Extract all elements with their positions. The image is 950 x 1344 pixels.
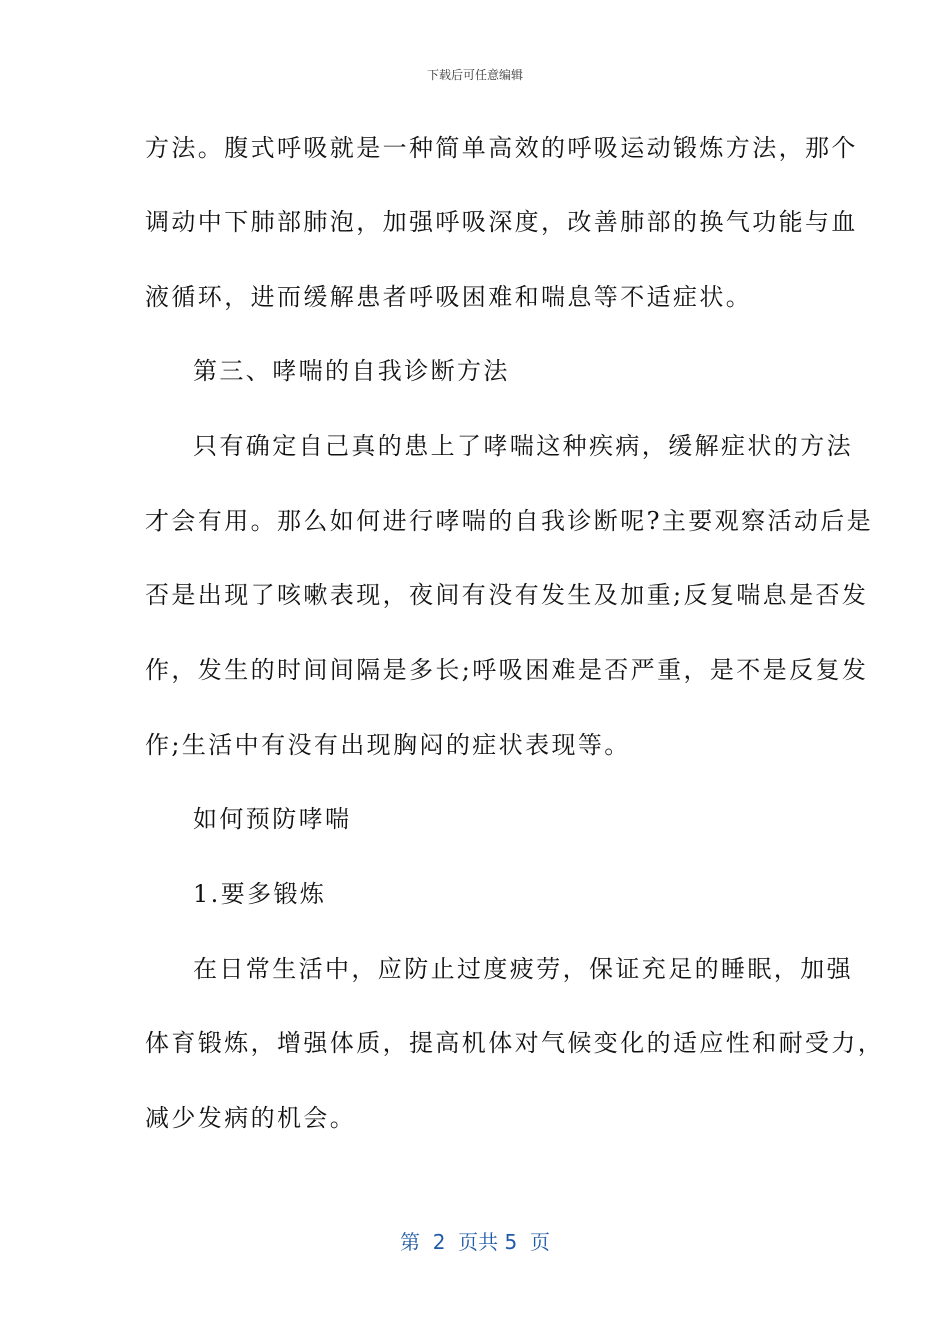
paragraph-line: 液循环，进而缓解患者呼吸困难和喘息等不适症状。 [145, 283, 753, 311]
paragraph-line: 在日常生活中，应防止过度疲劳，保证充足的睡眠，加强 [193, 955, 853, 983]
paragraph-line: 减少发病的机会。 [145, 1104, 357, 1132]
paragraph-line: 体育锻炼，增强体质，提高机体对气候变化的适应性和耐受力， [145, 1029, 885, 1057]
paragraph-line: 否是出现了咳嗽表现，夜间有没有发生及加重;反复喘息是否发 [145, 581, 869, 609]
paragraph-line: 作;生活中有没有出现胸闷的症状表现等。 [145, 731, 631, 759]
page-header-note: 下载后可任意编辑 [426, 68, 523, 82]
paragraph-line: 调动中下肺部肺泡，加强呼吸深度，改善肺部的换气功能与血 [145, 208, 858, 236]
page-number-footer: 第 2 页共 5 页 [400, 1230, 550, 1254]
paragraph-line: 作，发生的时间间隔是多长;呼吸困难是否严重，是不是反复发 [145, 656, 869, 684]
subsection-heading: 1.要多锻炼 [193, 880, 327, 908]
section-heading: 第三、哮喘的自我诊断方法 [193, 357, 510, 385]
paragraph-line: 只有确定自己真的患上了哮喘这种疾病，缓解症状的方法 [193, 432, 853, 460]
paragraph-line: 才会有用。那么如何进行哮喘的自我诊断呢?主要观察活动后是 [145, 507, 874, 535]
section-heading: 如何预防哮喘 [193, 805, 352, 833]
paragraph-line: 方法。腹式呼吸就是一种简单高效的呼吸运动锻炼方法，那个 [145, 134, 858, 162]
